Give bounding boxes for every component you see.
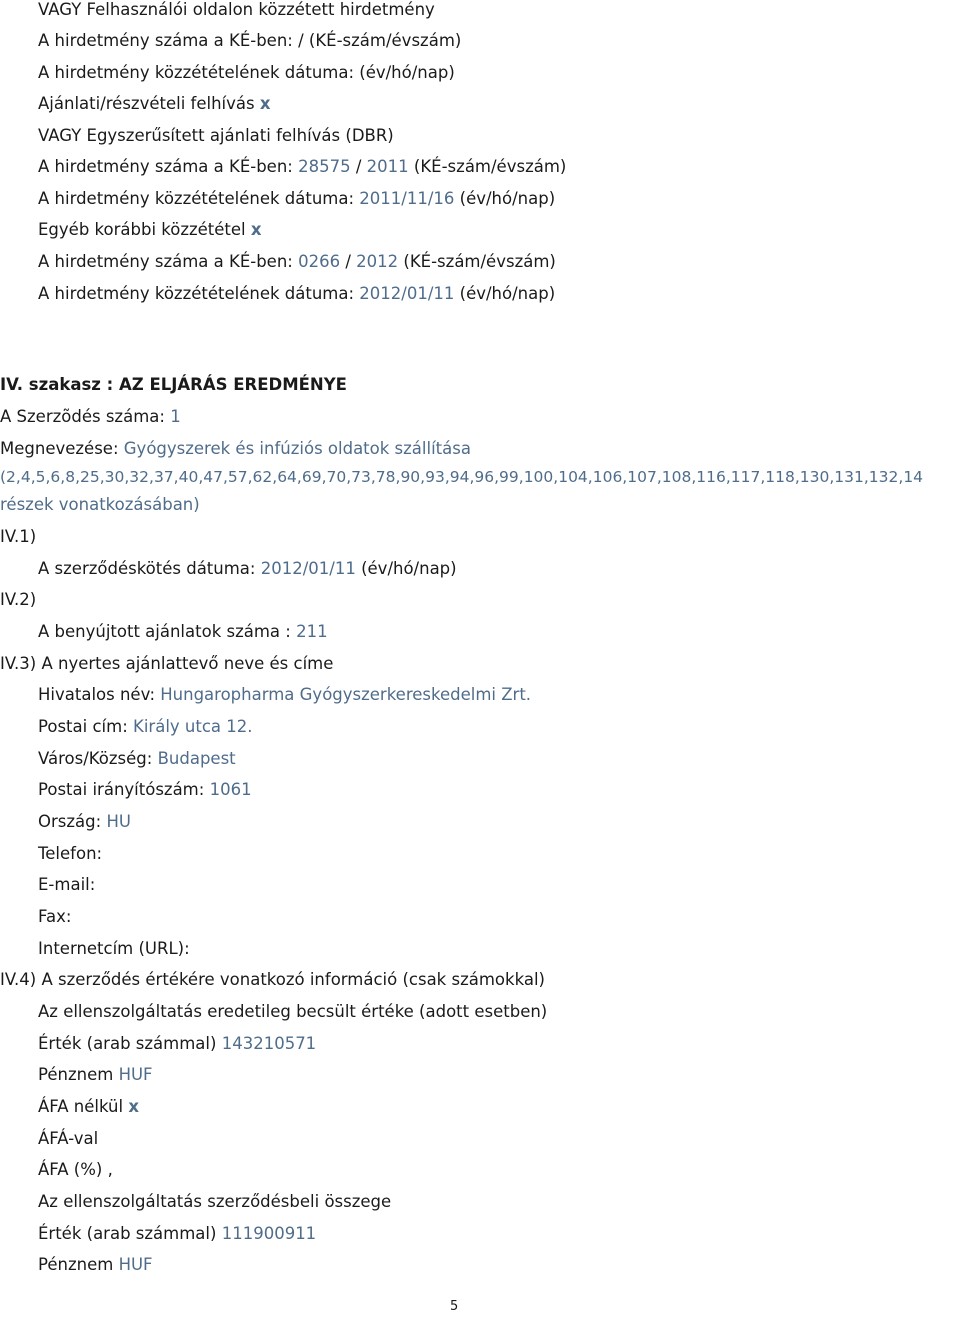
line-city bbox=[38, 749, 236, 769]
line-notice-date-empty bbox=[38, 63, 455, 83]
value: 2011/11/16 bbox=[359, 189, 455, 208]
label: ÁFA nélkül bbox=[38, 1097, 124, 1116]
label: Postai irányítószám: bbox=[38, 780, 205, 799]
text: VAGY Felhasználói oldalon közzétett hirdetmény bbox=[38, 0, 435, 19]
line-fax bbox=[38, 907, 71, 927]
label: A hirdetmény száma a KÉ-ben: bbox=[38, 252, 293, 271]
text: VAGY Egyszerűsített ajánlati felhívás (DBR) bbox=[38, 126, 394, 145]
line-contract-sum-heading bbox=[38, 1192, 391, 1212]
value: Hungaropharma Gyógyszerkereskedelmi Zrt. bbox=[160, 685, 532, 704]
text: A hirdetmény közzétételének dátuma: (év/hó/nap) bbox=[38, 63, 455, 82]
label: Megnevezése: bbox=[0, 439, 119, 458]
unit: (év/hó/nap) bbox=[459, 189, 556, 208]
label: Fax: bbox=[38, 907, 72, 926]
label: IV.2) bbox=[0, 590, 37, 609]
label: Hivatalos név: bbox=[38, 685, 155, 704]
label: A hirdetmény közzétételének dátuma: bbox=[38, 189, 355, 208]
value: részek vonatkozásában) bbox=[0, 495, 200, 514]
value: 2012/01/11 bbox=[359, 284, 455, 303]
line-notice-date bbox=[38, 189, 555, 209]
line-iv2 bbox=[0, 590, 36, 610]
text: Az ellenszolgáltatás eredetileg becsült értéke (adott esetben) bbox=[38, 1002, 548, 1021]
value: Gyógyszerek és infúziós oldatok szállítása bbox=[123, 439, 471, 458]
page-number-text: 5 bbox=[450, 1299, 459, 1314]
unit: (év/hó/nap) bbox=[459, 284, 556, 303]
line-estimated-heading bbox=[38, 1002, 547, 1022]
label: Pénznem bbox=[38, 1255, 114, 1274]
label: Város/Község: bbox=[38, 749, 153, 768]
value: 1 bbox=[170, 407, 181, 426]
value: 2012/01/11 bbox=[260, 559, 356, 578]
line-estimated-value bbox=[38, 1034, 316, 1054]
label: Ajánlati/részvételi felhívás bbox=[38, 94, 255, 113]
label: Érték (arab számmal) bbox=[38, 1034, 217, 1053]
label: A benyújtott ajánlatok száma : bbox=[38, 622, 291, 641]
label: Telefon: bbox=[38, 844, 103, 863]
line-invitation-tender bbox=[38, 94, 271, 114]
line-contract-name bbox=[0, 439, 471, 459]
label: A hirdetmény közzétételének dátuma: bbox=[38, 284, 355, 303]
checkmark: x bbox=[259, 94, 271, 113]
line-estimated-currency bbox=[38, 1065, 153, 1085]
line-iv4 bbox=[0, 970, 545, 990]
line-other-publication bbox=[38, 220, 262, 240]
value: 0266 bbox=[298, 252, 341, 271]
value: (2,4,5,6,8,25,30,32,37,40,47,57,62,64,69,70,73,78,90,93,94,96,99,100,104,106,107,108,116,117,118,130,131,132,14 bbox=[0, 468, 924, 486]
label: A szerződéskötés dátuma: bbox=[38, 559, 256, 578]
line-simplified-tender bbox=[38, 126, 394, 146]
line-offers-count bbox=[38, 622, 328, 642]
separator: / bbox=[355, 157, 362, 176]
value: 2011 bbox=[366, 157, 409, 176]
unit: (KÉ-szám/évszám) bbox=[403, 252, 556, 271]
label: A Szerzõdés száma: bbox=[0, 407, 165, 426]
value: HUF bbox=[118, 1065, 153, 1084]
label: ÁFÁ-val bbox=[38, 1129, 99, 1148]
line-official-name bbox=[38, 685, 531, 705]
label: Pénznem bbox=[38, 1065, 114, 1084]
line-notice-number bbox=[38, 157, 566, 177]
line-vat-excluded bbox=[38, 1097, 139, 1117]
checkmark: x bbox=[128, 1097, 139, 1116]
line-email bbox=[38, 875, 95, 895]
line-contract-currency bbox=[38, 1255, 153, 1275]
text: Az ellenszolgáltatás szerződésbeli összege bbox=[38, 1192, 392, 1211]
line-zip bbox=[38, 780, 252, 800]
line-iv3 bbox=[0, 654, 333, 674]
line-phone bbox=[38, 844, 102, 864]
value: 211 bbox=[296, 622, 328, 641]
line-other-notice-date bbox=[38, 284, 555, 304]
value: 143210571 bbox=[221, 1034, 317, 1053]
label: IV.1) bbox=[0, 527, 37, 546]
value: Budapest bbox=[157, 749, 236, 768]
text: A hirdetmény száma a KÉ-ben: / (KÉ-szám/évszám) bbox=[38, 31, 462, 50]
value: HUF bbox=[118, 1255, 153, 1274]
line-vat-included bbox=[38, 1129, 98, 1149]
line-contract-value bbox=[38, 1224, 316, 1244]
label: Érték (arab számmal) bbox=[38, 1224, 217, 1243]
checkmark: x bbox=[250, 220, 262, 239]
line-other-notice-number bbox=[38, 252, 556, 272]
value: 28575 bbox=[298, 157, 351, 176]
label: Ország: bbox=[38, 812, 102, 831]
unit: (év/hó/nap) bbox=[361, 559, 457, 578]
line-parts-list bbox=[0, 467, 923, 487]
label: A hirdetmény száma a KÉ-ben: bbox=[38, 157, 293, 176]
label: E-mail: bbox=[38, 875, 96, 894]
page-number bbox=[450, 1297, 458, 1317]
label: ÁFA (%) , bbox=[38, 1160, 113, 1179]
separator: / bbox=[345, 252, 351, 271]
line-vat-percent bbox=[38, 1160, 113, 1180]
line-url bbox=[38, 939, 190, 959]
label: IV.4) A szerződés értékére vonatkozó információ (csak számokkal) bbox=[0, 970, 545, 989]
value: 111900911 bbox=[221, 1224, 317, 1243]
value: HU bbox=[106, 812, 131, 831]
label: Postai cím: bbox=[38, 717, 128, 736]
line-iv1 bbox=[0, 527, 36, 547]
unit: (KÉ-szám/évszám) bbox=[413, 157, 567, 176]
line-postal-address bbox=[38, 717, 253, 737]
line-notice-number-empty bbox=[38, 31, 461, 51]
line-user-side-notice bbox=[38, 0, 435, 20]
label: Internetcím (URL): bbox=[38, 939, 190, 958]
label: IV.3) A nyertes ajánlattevő neve és címe bbox=[0, 654, 334, 673]
label: Egyéb korábbi közzététel bbox=[38, 220, 246, 239]
value: 2012 bbox=[356, 252, 399, 271]
section-heading bbox=[0, 375, 347, 395]
line-country bbox=[38, 812, 131, 832]
line-contract-number bbox=[0, 407, 181, 427]
line-parts-suffix bbox=[0, 495, 200, 515]
line-contract-date bbox=[38, 559, 457, 579]
value: Király utca 12. bbox=[133, 717, 253, 736]
value: 1061 bbox=[209, 780, 252, 799]
heading-text: IV. szakasz : AZ ELJÁRÁS EREDMÉNYE bbox=[0, 375, 347, 394]
